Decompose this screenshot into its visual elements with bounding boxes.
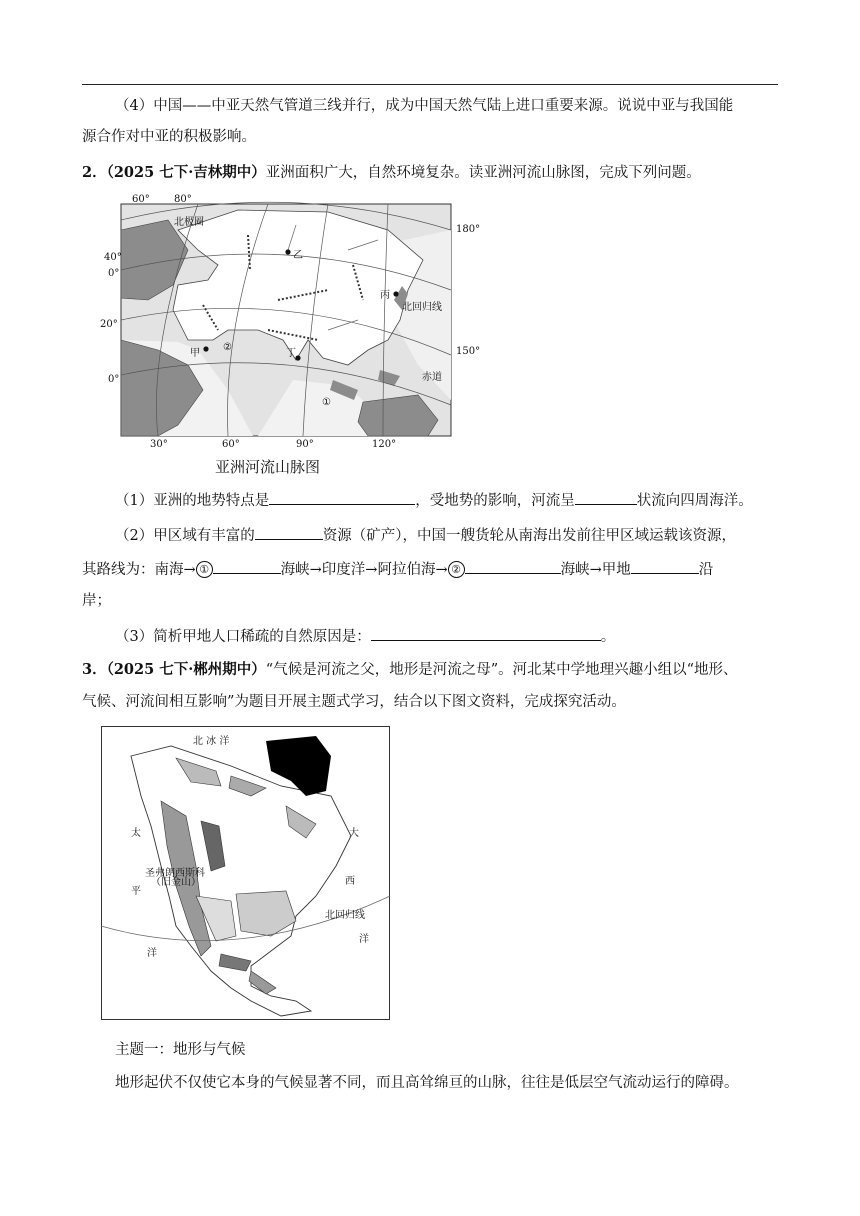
lon-label: 60°	[222, 439, 240, 450]
question-number: 2．	[82, 164, 107, 181]
pacific-label-2: 平	[131, 886, 141, 897]
question-3-stem-line1: 3．（2025 七下·郴州期中）“气候是河流之父，地形是河流之母”。河北某中学地理兴趣小组以“地形、	[82, 661, 738, 678]
answer-blank[interactable]	[269, 489, 415, 505]
marker-2: ②	[223, 342, 232, 353]
theme-heading: 主题一：地形与气候	[115, 1042, 246, 1058]
atlantic-label-1: 大	[349, 828, 359, 839]
city-label-sub: （旧金山）	[151, 877, 201, 888]
question-source: （2025 七下·吉林期中）	[106, 164, 266, 181]
north-america-map	[101, 726, 390, 1020]
lon-label: 180°	[456, 224, 481, 235]
q1-part4-line1: （4）中国——中亚天然气管道三线并行，成为中国天然气陆上进口重要来源。说说中亚与我国能	[115, 98, 734, 114]
marker-1: ①	[322, 397, 331, 408]
answer-blank[interactable]	[371, 625, 601, 641]
answer-blank[interactable]	[213, 558, 281, 574]
arctic-circle-label: 北极圈	[174, 217, 204, 228]
q2-part2-line1: （2）甲区域有丰富的 资源（矿产），中国一艘货轮从南海出发前往甲区域运载该资源，	[115, 524, 736, 546]
city-label: 圣弗朗西斯科	[145, 868, 205, 879]
lon-label: 120°	[372, 439, 397, 450]
lon-label: 60°	[132, 194, 150, 205]
q2-part3: （3）简析甲地人口稀疏的自然原因是： 。	[115, 625, 615, 647]
tropic-label: 北回归线	[325, 910, 365, 921]
place-yi: 乙	[293, 250, 303, 261]
q2-part2-line2: 其路线为：南海→ ① 海峡→印度洋→阿拉伯海→ ② 海峡→甲地 沿	[82, 558, 713, 580]
top-rule	[82, 84, 778, 85]
question-number: 3．	[82, 661, 107, 678]
equator-label: 赤道	[422, 372, 442, 383]
place-ding: 丁	[286, 348, 296, 359]
lat-label: 20°	[100, 319, 118, 330]
lon-label: 90°	[296, 439, 314, 450]
lat-label: 40°	[104, 252, 122, 263]
question-source: （2025 七下·郴州期中）	[106, 661, 266, 678]
atlantic-label-2: 西	[345, 876, 355, 887]
answer-blank[interactable]	[465, 558, 561, 574]
pacific-label-3: 洋	[147, 948, 157, 959]
q2-part2-line3: 岸；	[82, 593, 111, 609]
place-jia: 甲	[190, 348, 200, 359]
map-caption: 亚洲河流山脉图	[215, 458, 321, 476]
question-3-stem-line2: 气候、河流间相互影响”为题目开展主题式学习，结合以下图文资料，完成探究活动。	[82, 694, 626, 710]
answer-blank[interactable]	[255, 524, 323, 540]
lon-label: 150°	[456, 346, 481, 357]
lon-label: 80°	[174, 194, 192, 205]
answer-blank[interactable]	[575, 489, 637, 505]
arctic-ocean-label: 北 冰 洋	[193, 736, 230, 747]
place-bing: 丙	[380, 290, 390, 301]
question-text: 亚洲面积广大，自然环境复杂。读亚洲河流山脉图，完成下列问题。	[265, 165, 701, 181]
q2-part1: （1）亚洲的地势特点是 ，受地势的影响，河流呈 状流向四周海洋。	[115, 489, 753, 511]
question-2-stem	[82, 163, 701, 183]
lat-label: 0°	[108, 374, 120, 385]
pacific-label-1: 太	[131, 828, 141, 839]
lat-label: 0°	[108, 268, 120, 279]
atlantic-label-3: 洋	[359, 934, 369, 945]
lon-label: 30°	[150, 439, 168, 450]
theme-paragraph: 地形起伏不仅使它本身的气候显著不同，而且高耸绵亘的山脉，往往是低层空气流动运行的障碍。	[115, 1075, 739, 1091]
answer-blank[interactable]	[631, 558, 699, 574]
q1-part4-line2: 源合作对中亚的积极影响。	[82, 129, 256, 145]
asia-map	[100, 190, 486, 454]
tropic-label: 北回归线	[402, 302, 442, 313]
